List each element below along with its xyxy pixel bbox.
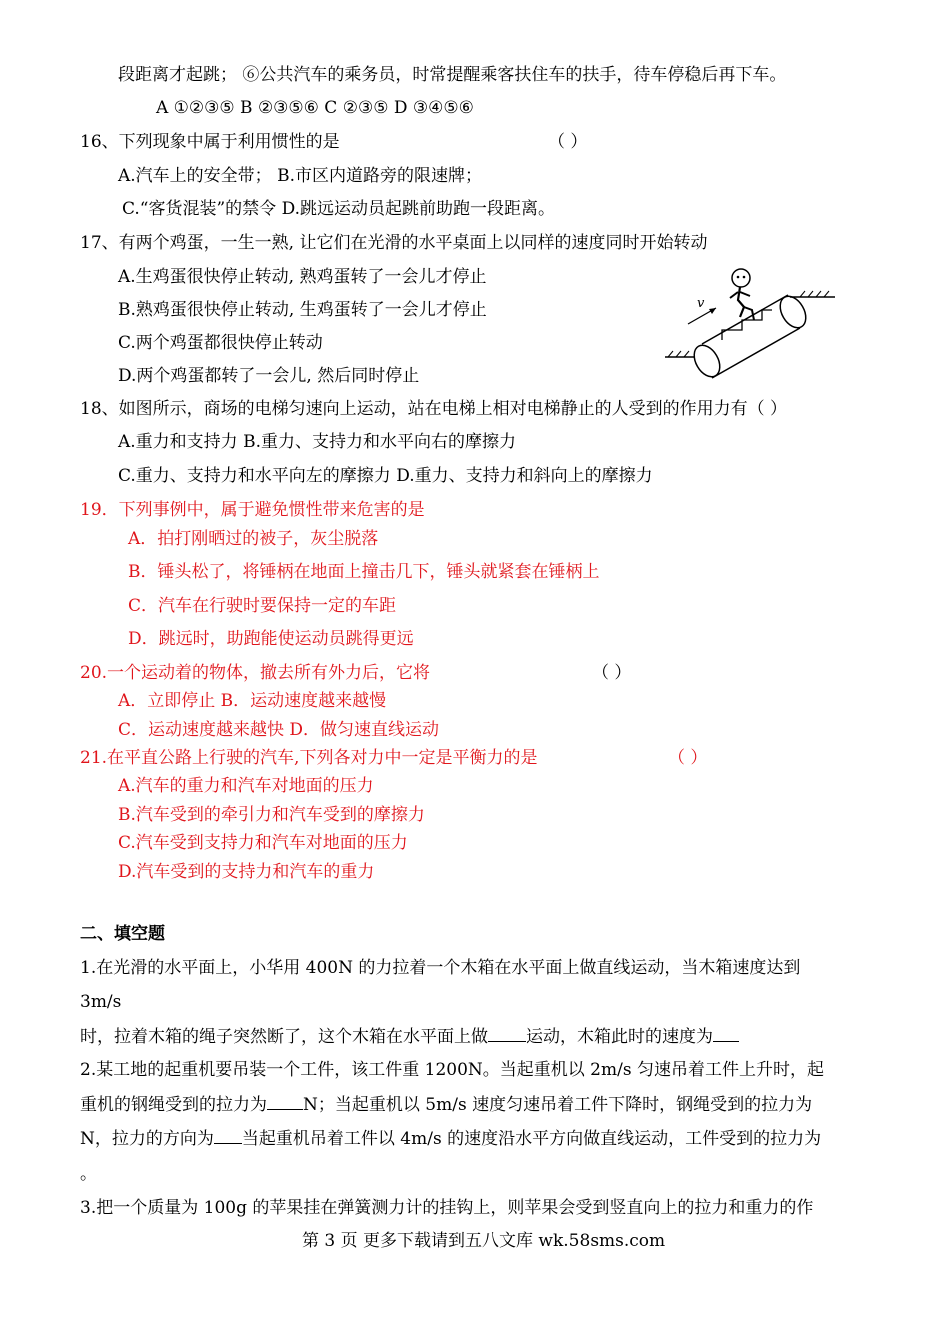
answer-options-line: A ①②③⑤ B ②③⑤⑥ C ②③⑤ D ③④⑤⑥	[156, 98, 474, 118]
option-a: A.生鸡蛋很快停止转动, 熟鸡蛋转了一会儿才停止	[118, 267, 487, 287]
option-line: A.重力和支持力 B.重力、支持力和水平向右的摩擦力	[118, 432, 516, 452]
fill-question-1: 1.在光滑的水平面上，小华用 400N 的力拉着一个木箱在水平面上做直线运动，当木箱速度达到	[80, 958, 801, 978]
option-line: C.“客货混装”的禁令 D.跳远运动员起跳前助跑一段距离。	[122, 199, 556, 219]
text-segment: N，拉力的方向为	[80, 1129, 214, 1149]
answer-paren: （ ）	[592, 663, 632, 683]
option-line: A．立即停止 B．运动速度越来越慢	[118, 691, 387, 711]
text-line	[80, 1093, 812, 1116]
text-line: 。	[80, 1164, 97, 1184]
question-19: 19．下列事例中，属于避免惯性带来危害的是	[80, 500, 425, 520]
question-18: 18、如图所示，商场的电梯匀速向上运动，站在电梯上相对电梯静止的人受到的作用力有（ ）	[80, 399, 788, 419]
fill-question-2: 2.某工地的起重机要吊装一个工件，该工件重 1200N。当起重机以 2m/s 匀速吊着工件上升时，起	[80, 1060, 824, 1080]
option-c: C．汽车在行驶时要保持一定的车距	[128, 596, 397, 616]
fill-question-3: 3.把一个质量为 100g 的苹果挂在弹簧测力计的挂钩上，则苹果会受到竖直向上的拉力和重力的作	[80, 1198, 814, 1218]
option-line: C.重力、支持力和水平向左的摩擦力 D.重力、支持力和斜向上的摩擦力	[118, 466, 653, 486]
text-segment: 时，拉着木箱的绳子突然断了，这个木箱在水平面上做	[80, 1027, 488, 1047]
answer-blank[interactable]	[713, 1025, 739, 1042]
text-line	[80, 1025, 739, 1048]
option-b: B.汽车受到的牵引力和汽车受到的摩擦力	[118, 805, 425, 825]
option-c: C.汽车受到支持力和汽车对地面的压力	[118, 833, 408, 853]
question-17: 17、有两个鸡蛋，一生一熟, 让它们在光滑的水平桌面上以同样的速度同时开始转动	[80, 233, 708, 253]
question-20: 20.一个运动着的物体，撤去所有外力后，它将	[80, 663, 431, 683]
option-b: B．锤头松了，将锤柄在地面上撞击几下，锤头就紧套在锤柄上	[128, 562, 600, 582]
question-16: 16、下列现象中属于利用惯性的是	[80, 132, 340, 152]
option-line: A.汽车上的安全带； B.市区内道路旁的限速牌；	[118, 166, 482, 186]
page-footer: 第 3 页 更多下载请到五八文库 wk.58sms.com	[302, 1231, 666, 1251]
text-segment: N；当起重机以 5m/s 速度匀速吊着工件下降时，钢绳受到的拉力为	[303, 1095, 813, 1115]
question-21: 21.在平直公路上行驶的汽车,下列各对力中一定是平衡力的是	[80, 748, 538, 768]
text-line	[80, 1127, 821, 1150]
escalator-diagram	[660, 262, 845, 387]
option-d: D．跳远时，助跑能使运动员跳得更远	[128, 629, 414, 649]
section-heading: 二、填空题	[80, 924, 165, 944]
option-b: B.熟鸡蛋很快停止转动, 生鸡蛋转了一会儿才停止	[118, 300, 487, 320]
text-line: 段距离才起跳； ⑥公共汽车的乘务员，时常提醒乘客扶住车的扶手，待车停稳后再下车。	[118, 65, 787, 85]
velocity-label: v	[697, 296, 705, 311]
option-line: C．运动速度越来越快 D．做匀速直线运动	[118, 720, 440, 740]
answer-blank[interactable]	[214, 1127, 242, 1144]
text-segment: 运动，木箱此时的速度为	[526, 1027, 713, 1047]
escalator-figure	[660, 262, 845, 387]
option-d: D.汽车受到的支持力和汽车的重力	[118, 862, 375, 882]
option-a: A.汽车的重力和汽车对地面的压力	[118, 776, 374, 796]
text-segment: 当起重机吊着工件以 4m/s 的速度沿水平方向做直线运动，工件受到的拉力为	[241, 1129, 822, 1149]
answer-paren: （ ）	[548, 132, 588, 152]
option-c: C.两个鸡蛋都很快停止转动	[118, 333, 323, 353]
text-line: 3m/s	[80, 992, 122, 1012]
option-a: A．拍打刚晒过的被子，灰尘脱落	[128, 529, 379, 549]
option-d: D.两个鸡蛋都转了一会儿, 然后同时停止	[118, 366, 420, 386]
answer-blank[interactable]	[488, 1025, 526, 1042]
answer-paren: （ ）	[668, 748, 708, 768]
text-segment: 重机的钢绳受到的拉力为	[80, 1095, 267, 1115]
answer-blank[interactable]	[267, 1093, 303, 1110]
